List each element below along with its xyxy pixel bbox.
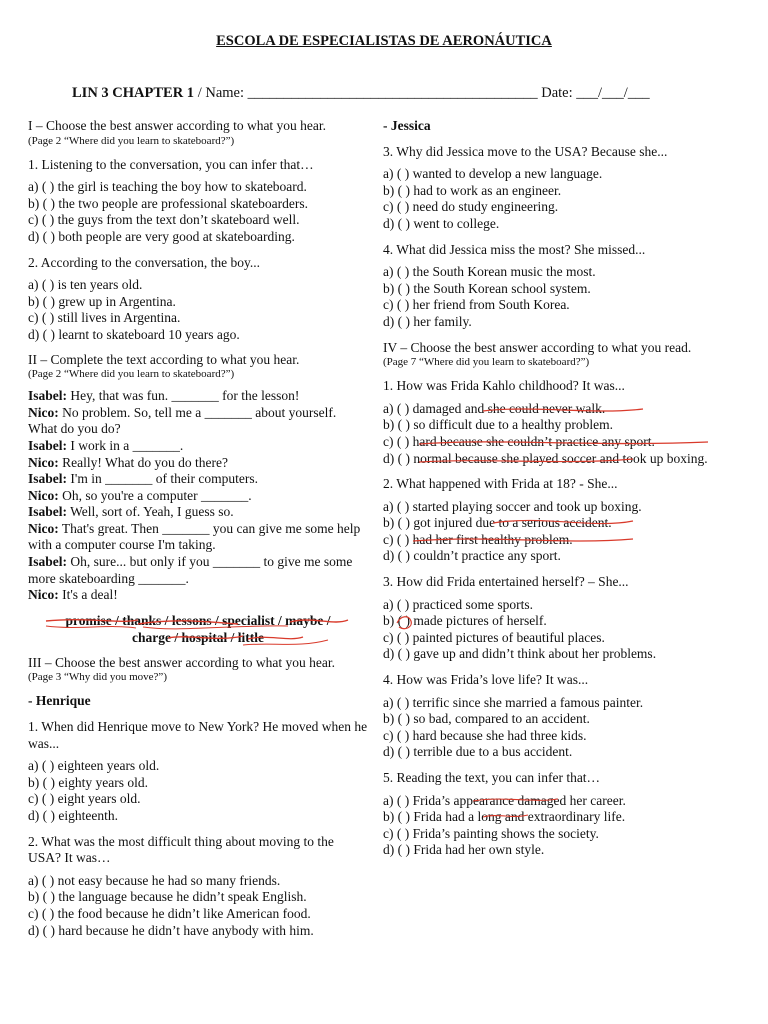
option-d[interactable]: d) ( ) couldn’t practice any sport. [383, 548, 561, 564]
section-2-heading: II – Complete the text according to what you hear. [28, 351, 300, 367]
option-b[interactable]: b) ( ) had to work as an engineer. [383, 182, 562, 198]
question-1-2: 2. According to the conversation, the boy... [28, 254, 260, 270]
option-c[interactable]: c) ( ) eight years old. [28, 791, 141, 807]
option-d[interactable]: d) ( ) her family. [383, 313, 472, 329]
question-4-1-options [383, 401, 723, 467]
dialogue-line[interactable] [28, 521, 368, 554]
speaker: Nico: [28, 404, 59, 420]
dialogue-line[interactable] [28, 388, 368, 405]
option-b[interactable]: b) ( ) the South Korean school system. [383, 280, 591, 296]
dialogue-text: No problem. So, tell me a _______ about yourself. What do you do? [28, 404, 337, 437]
dialogue-text: Oh, sure... but only if you _______ to give me some more skateboarding _______. [28, 554, 353, 586]
word-lessons: lessons [171, 612, 212, 628]
section-3-ref: (Page 3 “Why did you move?”) [28, 671, 167, 684]
speaker: Nico: [28, 520, 59, 536]
dialogue-line[interactable] [28, 405, 368, 438]
option-c[interactable]: c) ( ) Frida’s painting shows the society. [383, 825, 599, 841]
name-field-label[interactable]: / Name: ________________________________________ [194, 85, 538, 101]
option-c[interactable]: c) ( ) the guys from the text don’t skateboard well. [28, 212, 300, 228]
word-sep: / [211, 612, 223, 628]
word-sep: / [274, 612, 286, 628]
option-a[interactable]: a) ( ) the South Korean music the most. [383, 264, 596, 280]
word-charge: charge [131, 629, 171, 645]
option-d[interactable]: d) ( ) terrible due to a bus accident. [383, 744, 573, 760]
dialogue-line[interactable] [28, 471, 368, 488]
dialogue-text: Really! What do you do there? [58, 454, 228, 470]
question-4-2-options [383, 499, 723, 565]
section-4-heading: IV – Choose the best answer according to what you read. [383, 339, 692, 355]
option-d[interactable]: d) ( ) eighteenth. [28, 808, 118, 823]
word-sep: / [170, 629, 182, 645]
section-1-heading: I – Choose the best answer according to what you hear. [28, 118, 327, 133]
option-d[interactable]: d) ( ) Frida had her own style. [383, 842, 545, 858]
dialogue-text: Oh, so you're a computer _______. [58, 487, 252, 503]
speaker: Nico: [28, 587, 59, 603]
word-sep: / [227, 629, 238, 645]
question-4-1: 1. How was Frida Kahlo childhood? It was... [383, 378, 625, 394]
question-3-2-options [28, 873, 368, 939]
jessica-heading: - Jessica [383, 118, 431, 133]
speaker: Isabel: [28, 388, 68, 404]
word-specialist: specialist [222, 612, 275, 628]
word-hospital: hospital [181, 629, 228, 645]
option-b[interactable]: b) ( ) made pictures of herself. [383, 613, 547, 629]
dialogue-text: Well, sort of. Yeah, I guess so. [67, 504, 234, 520]
option-a[interactable]: a) ( ) eighteen years old. [28, 758, 160, 774]
section-4-ref: (Page 7 “Where did you learn to skateboard?”) [383, 356, 590, 369]
date-field-label[interactable]: Date: ___/___/___ [537, 85, 650, 101]
option-a[interactable]: a) ( ) Frida’s appearance damaged her career. [383, 792, 626, 808]
chapter-label: LIN 3 CHAPTER 1 [72, 85, 195, 101]
section-1 [28, 118, 368, 344]
option-c[interactable]: c) ( ) hard because she had three kids. [383, 727, 587, 743]
word-sep: / [323, 612, 331, 628]
question-4-3: 3. How did Frida entertained herself? – She... [383, 574, 629, 590]
option-a[interactable]: a) ( ) wanted to develop a new language. [383, 166, 603, 182]
dialogue-text: It's a deal! [58, 587, 118, 603]
worksheet-header [72, 85, 650, 102]
dialogue-text: Hey, that was fun. _______ for the lesson! [67, 388, 300, 404]
question-3-1-options [28, 758, 368, 824]
speaker: Isabel: [28, 554, 68, 570]
speaker: Nico: [28, 487, 59, 503]
word-little: little [237, 629, 265, 645]
section-2-ref: (Page 2 “Where did you learn to skateboard?”) [28, 368, 235, 381]
option-a[interactable]: a) ( ) is ten years old. [28, 277, 143, 293]
question-j-3-options [383, 166, 723, 232]
speaker: Nico: [28, 454, 59, 470]
dialogue-text: I work in a _______. [67, 437, 184, 453]
option-b[interactable]: b) ( ) so difficult due to a healthy problem. [383, 417, 613, 433]
option-c[interactable]: c) ( ) need do study engineering. [383, 199, 559, 215]
option-c[interactable]: c) ( ) painted pictures of beautiful places. [383, 629, 605, 645]
question-j-3: 3. Why did Jessica move to the USA? Because she... [383, 143, 668, 159]
option-b[interactable]: b) ( ) Frida had a long and extraordinary life. [383, 809, 626, 825]
question-3-1: 1. When did Henrique move to New York? He moved when he was... [28, 719, 368, 751]
dialogue-line[interactable] [28, 488, 368, 505]
word-thanks: thanks [122, 612, 162, 628]
right-column [383, 118, 723, 859]
henrique-heading: - Henrique [28, 693, 91, 709]
option-d[interactable]: d) ( ) both people are very good at skateboarding. [28, 228, 295, 244]
word-maybe: maybe [285, 612, 324, 628]
speaker: Isabel: [28, 504, 68, 520]
section-2 [28, 352, 368, 646]
question-4-3-options [383, 597, 723, 663]
option-a[interactable]: a) ( ) terrific since she married a famous painter. [383, 694, 644, 710]
word-sep: / [161, 612, 172, 628]
word-bank [28, 612, 368, 646]
school-title: ESCOLA DE ESPECIALISTAS DE AERONÁUTICA [216, 33, 552, 49]
option-a[interactable]: a) ( ) the girl is teaching the boy how to skateboard. [28, 179, 307, 195]
option-c[interactable]: c) ( ) the food because he didn’t like American food. [28, 905, 311, 921]
option-a[interactable]: a) ( ) started playing soccer and took up boxing. [383, 498, 642, 514]
speaker: Isabel: [28, 437, 68, 453]
question-4-5-options [383, 793, 723, 859]
dialogue-text: That's great. Then _______ you can give me some help with a computer course I'm taking. [28, 520, 361, 553]
speaker: Isabel: [28, 471, 68, 487]
section-3-heading: III – Choose the best answer according to what you hear. [28, 654, 336, 670]
option-c[interactable]: c) ( ) still lives in Argentina. [28, 310, 181, 326]
dialogue [28, 388, 368, 604]
option-d[interactable]: d) ( ) hard because he didn’t have anybody with him. [28, 922, 314, 938]
question-4-5: 5. Reading the text, you can infer that… [383, 770, 601, 785]
question-4-4-options [383, 695, 723, 761]
option-c[interactable]: c) ( ) had her first healthy problem. [383, 531, 573, 547]
question-1-2-options [28, 277, 368, 343]
option-d[interactable]: d) ( ) normal because she played soccer and took up boxing. [383, 450, 708, 466]
option-b[interactable]: b) ( ) the two people are professional skateboarders. [28, 195, 309, 211]
section-1-ref: (Page 2 “Where did you learn to skateboard?”) [28, 134, 235, 147]
question-j-4-options [383, 264, 723, 330]
option-b[interactable]: b) ( ) the language because he didn’t speak English. [28, 889, 307, 905]
dialogue-line[interactable] [28, 504, 368, 521]
dialogue-line[interactable] [28, 554, 368, 587]
question-3-2: 2. What was the most difficult thing about moving to the USA? It was… [28, 833, 334, 866]
option-b[interactable]: b) ( ) so bad, compared to an accident. [383, 711, 590, 727]
question-1-1: 1. Listening to the conversation, you can infer that… [28, 156, 314, 172]
dialogue-line[interactable] [28, 438, 368, 455]
question-4-2: 2. What happened with Frida at 18? - She... [383, 476, 618, 492]
question-1-1-options [28, 179, 368, 245]
left-column [28, 118, 368, 939]
option-d[interactable]: d) ( ) gave up and didn’t think about her problems. [383, 646, 657, 662]
option-c[interactable]: c) ( ) hard because she couldn’t practice any sport. [383, 433, 655, 449]
option-d[interactable]: d) ( ) learnt to skateboard 10 years ago. [28, 326, 240, 342]
dialogue-text: I'm in _______ of their computers. [67, 471, 259, 487]
option-c[interactable]: c) ( ) her friend from South Korea. [383, 297, 570, 313]
option-d[interactable]: d) ( ) went to college. [383, 215, 500, 231]
question-j-4: 4. What did Jessica miss the most? She missed... [383, 241, 646, 257]
option-a[interactable]: a) ( ) damaged and she could never walk. [383, 400, 606, 416]
option-a[interactable]: a) ( ) practiced some sports. [383, 596, 533, 612]
option-b[interactable]: b) ( ) eighty years old. [28, 774, 148, 790]
dialogue-line[interactable] [28, 455, 368, 472]
word-sep: / [111, 612, 123, 628]
option-b[interactable]: b) ( ) grew up in Argentina. [28, 293, 176, 309]
option-a[interactable]: a) ( ) not easy because he had so many friends. [28, 872, 281, 888]
section-3 [28, 655, 368, 939]
dialogue-line[interactable] [28, 587, 368, 604]
word-promise: promise [65, 612, 112, 628]
question-4-4: 4. How was Frida’s love life? It was... [383, 672, 589, 688]
option-b[interactable]: b) ( ) got injured due to a serious accident. [383, 515, 612, 531]
